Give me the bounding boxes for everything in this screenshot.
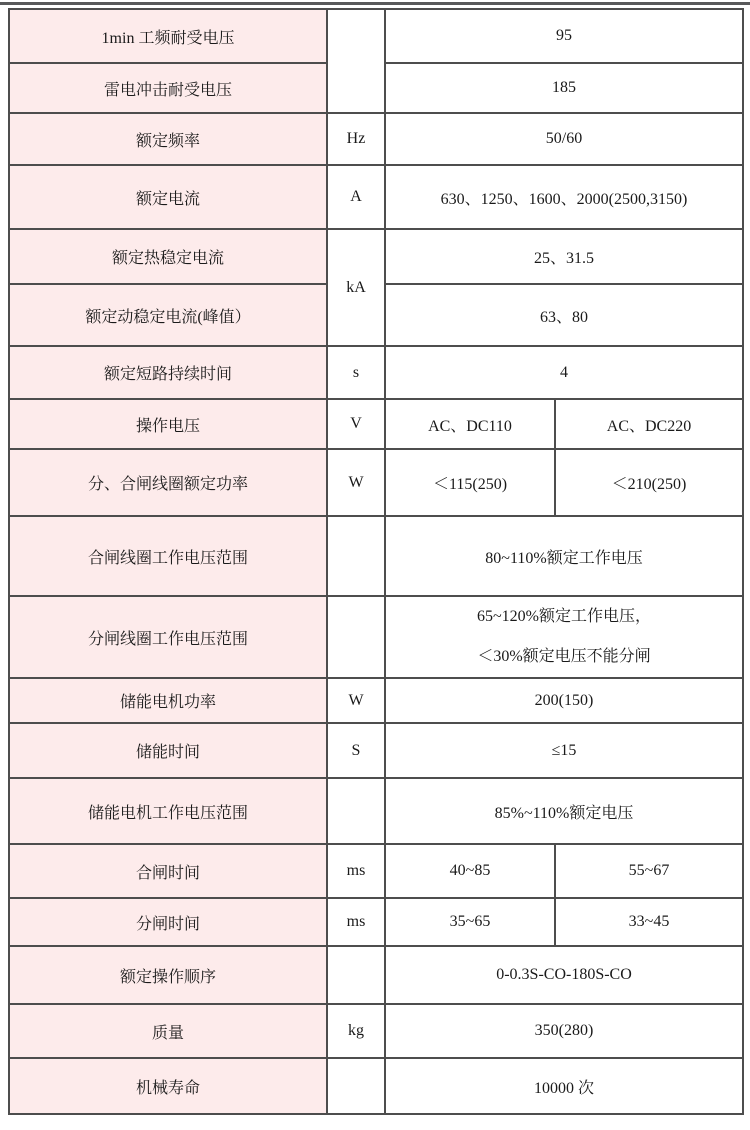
unit-cell [327,946,385,1004]
row-label-cell: 额定操作顺序 [9,946,327,1004]
unit-cell: kg [327,1004,385,1058]
row-label-cell: 1min 工频耐受电压 [9,9,327,63]
value-cell: 25、31.5 [385,229,743,284]
row-label-cell: 分闸时间 [9,898,327,946]
unit-cell: s [327,346,385,399]
value-cell: AC、DC110 [385,399,555,449]
row-label-cell: 机械寿命 [9,1058,327,1114]
table-row [9,516,743,596]
value-cell: 630、1250、1600、2000(2500,3150) [385,165,743,229]
value-cell: ≤15 [385,723,743,778]
table-row [9,898,743,946]
value-line: ＜30%额定电压不能分闸 [477,648,651,665]
row-label-cell: 分闸线圈工作电压范围 [9,596,327,678]
table-row [9,844,743,898]
row-label-cell: 额定热稳定电流 [9,229,327,284]
unit-cell: Hz [327,113,385,165]
table-row [9,596,743,678]
table-row [9,1058,743,1114]
row-label-cell: 合闸时间 [9,844,327,898]
row-label-cell: 分、合闸线圈额定功率 [9,449,327,516]
row-label-cell: 雷电冲击耐受电压 [9,63,327,113]
value-cell: 63、80 [385,284,743,346]
unit-cell: W [327,449,385,516]
value-cell: 350(280) [385,1004,743,1058]
table-row [9,449,743,516]
value-cell: 80~110%额定工作电压 [385,516,743,596]
unit-cell [327,516,385,596]
unit-cell: A [327,165,385,229]
value-cell: 95 [385,9,743,63]
unit-cell [327,1058,385,1114]
unit-cell: kA [327,229,385,346]
value-cell: 85%~110%额定电压 [385,778,743,844]
value-line: 65~120%额定工作电压， [477,608,651,625]
row-label-cell: 质量 [9,1004,327,1058]
unit-cell [327,9,385,113]
row-label-cell: 储能电机功率 [9,678,327,723]
value-cell: ＜115(250) [385,449,555,516]
row-label-cell: 额定短路持续时间 [9,346,327,399]
value-cell: 4 [385,346,743,399]
table-row [9,1004,743,1058]
table-row [9,678,743,723]
unit-cell: ms [327,898,385,946]
value-cell: ＜210(250) [555,449,743,516]
row-label-cell: 储能电机工作电压范围 [9,778,327,844]
value-cell: 33~45 [555,898,743,946]
value-cell: AC、DC220 [555,399,743,449]
table-row [9,9,743,63]
unit-cell: V [327,399,385,449]
row-label-cell: 额定动稳定电流(峰值） [9,284,327,346]
table-row [9,165,743,229]
value-cell: 10000 次 [385,1058,743,1114]
value-cell: 50/60 [385,113,743,165]
value-cell [385,596,743,678]
top-divider-rule [0,2,750,5]
table-row [9,229,743,284]
row-label-cell: 额定电流 [9,165,327,229]
table-row [9,723,743,778]
table-row [9,346,743,399]
value-cell: 55~67 [555,844,743,898]
value-cell: 185 [385,63,743,113]
unit-cell: ms [327,844,385,898]
row-label-cell: 合闸线圈工作电压范围 [9,516,327,596]
table-row [9,113,743,165]
unit-cell [327,596,385,678]
unit-cell: W [327,678,385,723]
value-cell: 35~65 [385,898,555,946]
row-label-cell: 储能时间 [9,723,327,778]
value-cell: 200(150) [385,678,743,723]
value-cell: 0-0.3S-CO-180S-CO [385,946,743,1004]
row-label-cell: 操作电压 [9,399,327,449]
unit-cell: S [327,723,385,778]
table-row [9,946,743,1004]
unit-cell [327,778,385,844]
row-label-cell: 额定频率 [9,113,327,165]
table-row [9,399,743,449]
value-cell: 40~85 [385,844,555,898]
spec-table [8,8,744,1115]
table-row [9,778,743,844]
